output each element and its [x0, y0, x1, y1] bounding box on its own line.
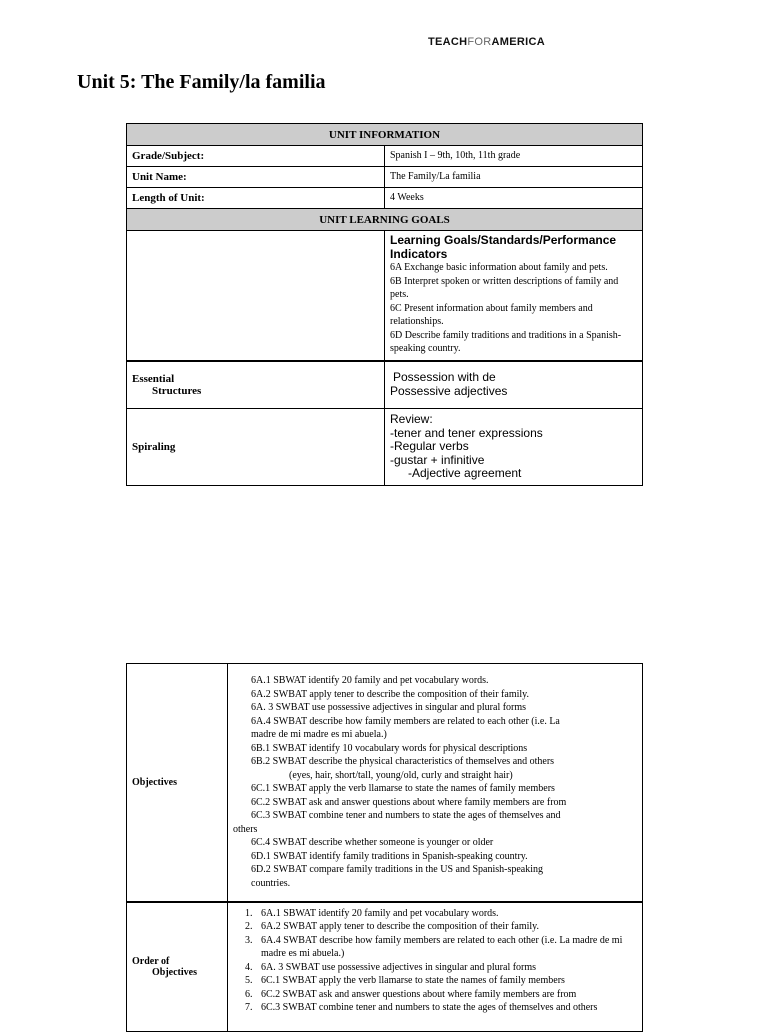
length-label: Length of Unit: — [127, 188, 385, 209]
order-item: 2. 6A.2 SWBAT apply tener to describe the composition of their family. — [255, 920, 637, 934]
objective-item: 6C.4 SWBAT describe whether someone is younger or older — [251, 837, 494, 849]
order-item: 6. 6C.2 SWBAT ask and answer questions about where family members are from — [255, 988, 637, 1002]
order-label-line: Objectives — [152, 966, 197, 978]
objective-item: 6D.1 SWBAT identify family traditions in Spanish-speaking country. — [251, 850, 528, 862]
objective-item: 6C.2 SWBAT ask and answer questions about where family members are from — [251, 796, 567, 808]
unit-name-value: The Family/La familia — [385, 167, 643, 188]
objective-item: 6C.1 SWBAT apply the verb llamarse to state the names of family members — [251, 783, 555, 795]
goal-item: 6D Describe family traditions and traditions in a Spanish-speaking country. — [390, 329, 622, 354]
objective-item: 6A. 3 SWBAT use possessive adjectives in singular and plural forms — [251, 702, 527, 714]
grade-value: Spanish I – 9th, 10th, 11th grade — [385, 146, 643, 167]
order-item: 3. 6A.4 SWBAT describe how family members are related to each other (i.e. La madre de mi madre es mi abuela.) — [255, 934, 637, 961]
order-item: 4. 6A. 3 SWBAT use possessive adjectives in singular and plural forms — [255, 961, 637, 975]
objectives-table — [126, 663, 643, 1032]
order-label-line: Order of — [132, 955, 170, 967]
goal-item: 6B Interpret spoken or written descriptions of family and pets. — [390, 275, 619, 300]
goals-cell — [385, 231, 643, 361]
objective-item: 6A.4 SWBAT describe how family members are related to each other (i.e. La — [251, 715, 560, 727]
spiraling-item: Review: — [390, 412, 433, 427]
goals-list — [390, 261, 637, 356]
goal-item: 6C Present information about family members and relationships. — [390, 302, 593, 327]
logo-part: AMERICA — [491, 36, 545, 48]
spiraling-cell — [385, 409, 643, 486]
teach-for-america-logo — [428, 36, 545, 48]
spiraling-item: -gustar + infinitive — [390, 452, 485, 467]
essential-item: Possessive adjectives — [390, 383, 508, 398]
order-item: 7. 6C.3 SWBAT combine tener and numbers to state the ages of themselves and others — [255, 1001, 637, 1015]
essential-structures-label — [127, 361, 385, 409]
grade-label: Grade/Subject: — [127, 146, 385, 167]
order-item: 1. 6A.1 SBWAT identify 20 family and pet vocabulary words. — [255, 907, 637, 921]
objective-item: 6B.1 SWBAT identify 10 vocabulary words for physical descriptions — [251, 742, 528, 754]
length-value: 4 Weeks — [385, 188, 643, 209]
objective-item: others — [233, 823, 258, 835]
spiraling-item: -Regular verbs — [390, 439, 469, 454]
objective-item: (eyes, hair, short/tall, young/old, curly and straight hair) — [289, 769, 513, 781]
objectives-label: Objectives — [127, 664, 228, 902]
objective-item: madre de mi madre es mi abuela.) — [251, 729, 387, 741]
goals-label-cell — [127, 231, 385, 361]
spiraling-item: -tener and tener expressions — [390, 425, 543, 440]
objective-item: 6C.3 SWBAT combine tener and numbers to state the ages of themselves and — [251, 810, 561, 822]
objective-item: countries. — [251, 877, 291, 889]
unit-information-header: UNIT INFORMATION — [127, 124, 643, 146]
objective-item: 6D.2 SWBAT compare family traditions in the US and Spanish-speaking — [251, 864, 543, 876]
logo-part: FOR — [467, 36, 492, 48]
unit-information-table — [126, 123, 643, 486]
essential-structures-cell — [385, 361, 643, 409]
order-of-objectives-label — [127, 902, 228, 1032]
goals-title: Learning Goals/Standards/Performance Indicators — [390, 233, 617, 261]
order-of-objectives-cell — [228, 902, 643, 1032]
objective-item: 6A.2 SWBAT apply tener to describe the composition of their family. — [251, 688, 529, 700]
objective-item: 6A.1 SBWAT identify 20 family and pet vocabulary words. — [251, 675, 489, 687]
essential-label-line: Essential — [132, 372, 175, 385]
objective-item: 6B.2 SWBAT describe the physical characteristics of themselves and others — [251, 756, 555, 768]
learning-goals-header: UNIT LEARNING GOALS — [127, 209, 643, 231]
unit-name-label: Unit Name: — [127, 167, 385, 188]
essential-item: Possession with de — [393, 370, 496, 385]
order-list — [233, 907, 637, 1015]
spiraling-item: -Adjective agreement — [408, 466, 522, 481]
order-item: 5. 6C.1 SWBAT apply the verb llamarse to state the names of family members — [255, 974, 637, 988]
essential-label-line: Structures — [152, 384, 202, 397]
page-title: Unit 5: The Family/la familia — [77, 71, 326, 93]
logo-part: TEACH — [428, 36, 468, 48]
goal-item: 6A Exchange basic information about family and pets. — [390, 262, 608, 273]
spiraling-label: Spiraling — [127, 409, 385, 486]
objectives-cell — [228, 664, 643, 902]
